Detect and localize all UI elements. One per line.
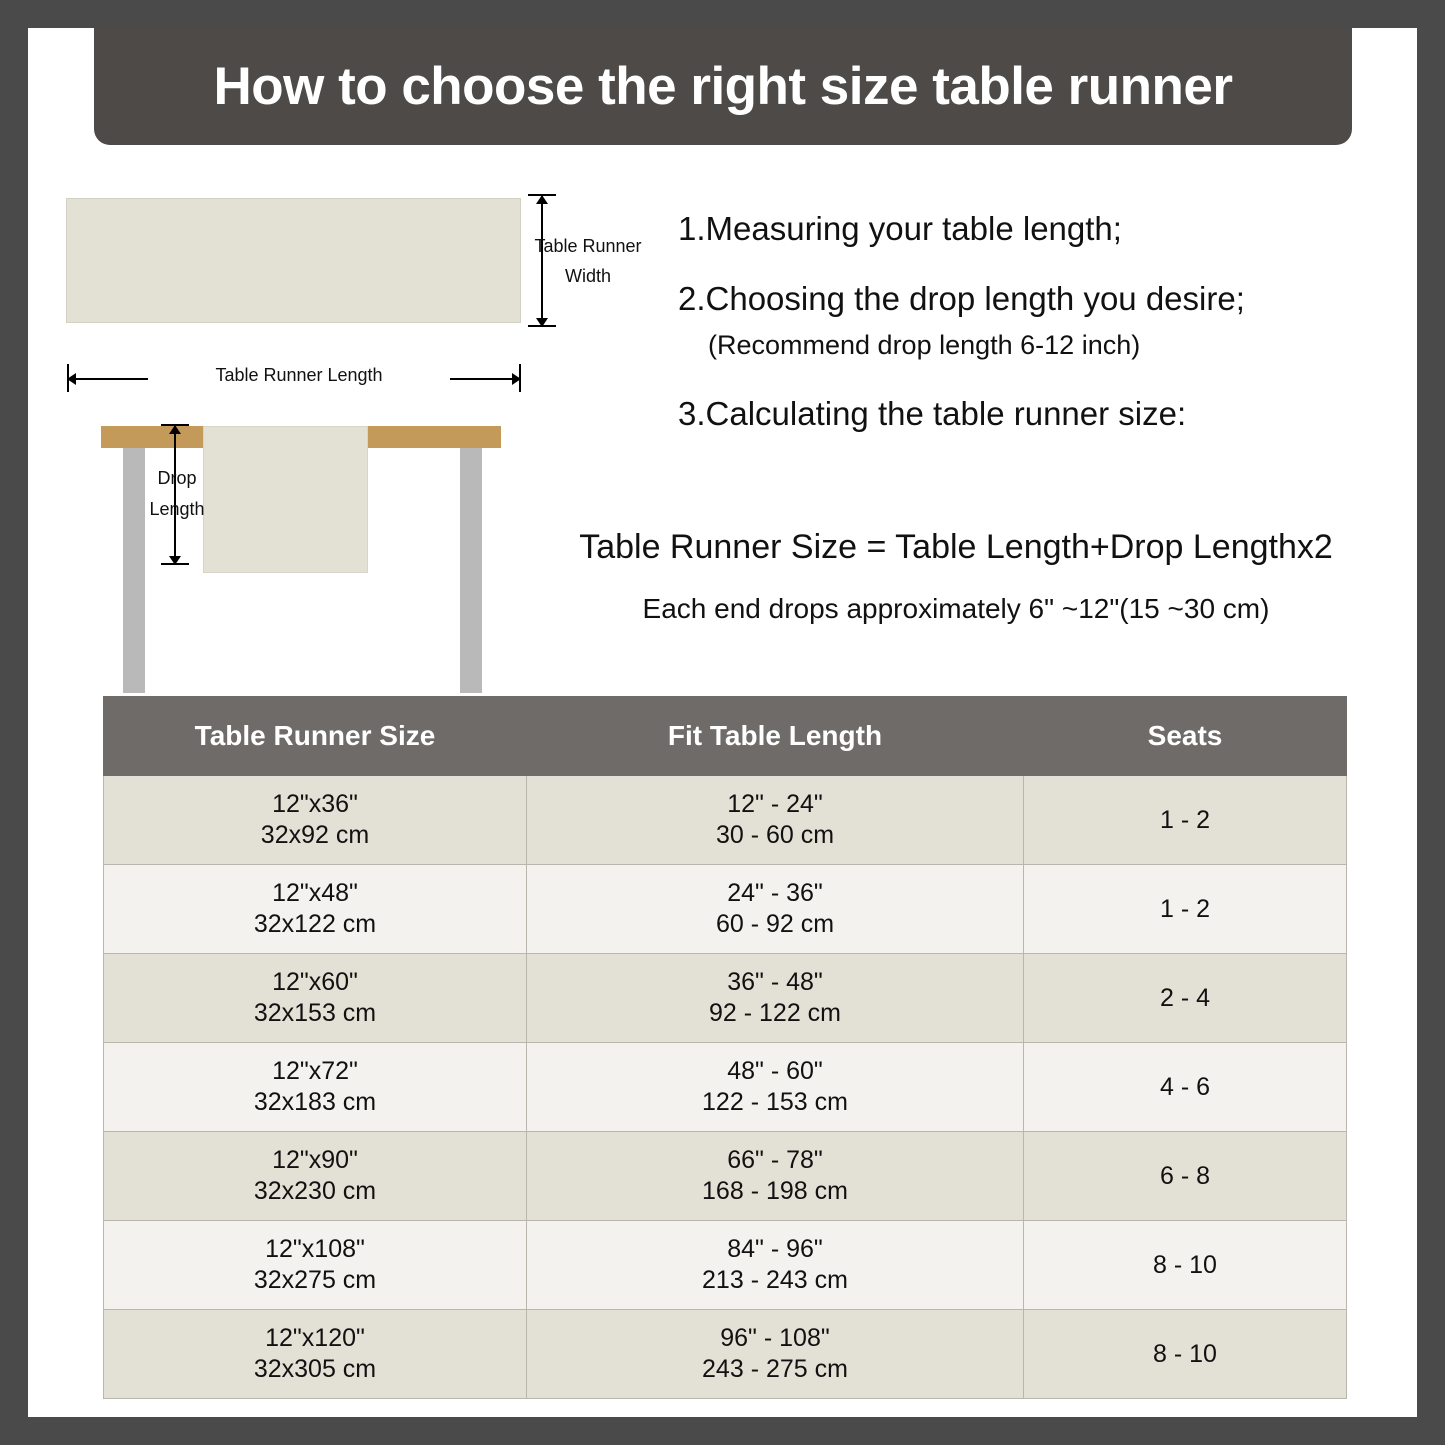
cell-fit-length: [527, 954, 1024, 1043]
drop-length-label-line1: Drop: [157, 468, 197, 488]
cell-size-inches: 12"x108": [265, 1235, 365, 1263]
step-2-text: 2.Choosing the drop length you desire;: [678, 280, 1245, 317]
drop-length-label: [131, 463, 223, 525]
cell-fit-inches: 24" - 36": [727, 879, 823, 907]
runner-length-label: Table Runner Length: [148, 365, 450, 386]
cell-runner-size: [104, 1132, 527, 1221]
cell-fit-cm: 122 - 153 cm: [702, 1088, 848, 1116]
cell-seats: 1 - 2: [1024, 865, 1347, 954]
header-fit-length: Fit Table Length: [527, 697, 1024, 776]
cell-seats: 8 - 10: [1024, 1221, 1347, 1310]
cell-fit-inches: 12" - 24": [727, 790, 823, 818]
table-row: [104, 776, 1347, 865]
table-row: [104, 865, 1347, 954]
cell-seats: 2 - 4: [1024, 954, 1347, 1043]
cell-seats: 8 - 10: [1024, 1310, 1347, 1399]
table-leg-right: [460, 448, 482, 693]
cell-size-inches: 12"x36": [272, 790, 358, 818]
header-seats: Seats: [1024, 697, 1347, 776]
cell-runner-size: [104, 954, 527, 1043]
cell-fit-cm: 30 - 60 cm: [715, 821, 835, 849]
cell-fit-length: [527, 776, 1024, 865]
page-title: How to choose the right size table runner: [213, 57, 1233, 116]
cell-size-cm: 32x153 cm: [253, 999, 377, 1027]
drop-length-label-line2: Length: [149, 499, 205, 519]
runner-width-label-line1: Table Runner: [534, 236, 642, 256]
steps-list: [668, 198, 1408, 445]
cell-size-cm: 32x275 cm: [253, 1266, 377, 1294]
cell-fit-cm: 213 - 243 cm: [702, 1266, 848, 1294]
cell-fit-cm: 168 - 198 cm: [702, 1177, 848, 1205]
table-header-row: [104, 697, 1347, 776]
table-row: [104, 1310, 1347, 1399]
formula-text: Table Runner Size = Table Length+Drop Lengthx2: [579, 528, 1333, 566]
cell-size-cm: 32x183 cm: [253, 1088, 377, 1116]
header-runner-size: Table Runner Size: [104, 697, 527, 776]
cell-seats: 1 - 2: [1024, 776, 1347, 865]
runner-width-label: [513, 231, 663, 291]
runner-drape-shape: [203, 426, 368, 573]
infographic-page: [28, 28, 1417, 1417]
cell-seats: 6 - 8: [1024, 1132, 1347, 1221]
cell-seats: 4 - 6: [1024, 1043, 1347, 1132]
cell-size-inches: 12"x60": [272, 968, 358, 996]
cell-fit-cm: 243 - 275 cm: [702, 1355, 848, 1383]
step-1-text: 1.Measuring your table length;: [678, 210, 1122, 247]
cell-fit-inches: 96" - 108": [720, 1324, 830, 1352]
table-row: [104, 954, 1347, 1043]
title-bar: [94, 28, 1352, 145]
cell-size-cm: 32x305 cm: [253, 1355, 377, 1383]
cell-fit-cm: 92 - 122 cm: [708, 999, 841, 1027]
cell-fit-inches: 36" - 48": [727, 968, 823, 996]
step-3-text: 3.Calculating the table runner size:: [678, 395, 1187, 432]
table-row: [104, 1221, 1347, 1310]
cell-size-inches: 12"x90": [272, 1146, 358, 1174]
cell-size-inches: 12"x48": [272, 879, 358, 907]
cell-runner-size: [104, 776, 527, 865]
table-row: [104, 1043, 1347, 1132]
cell-size-cm: 32x122 cm: [253, 910, 377, 938]
runner-flat-shape: [66, 198, 521, 323]
cell-fit-inches: 66" - 78": [727, 1146, 823, 1174]
cell-fit-length: [527, 1310, 1024, 1399]
cell-size-cm: 32x230 cm: [253, 1177, 377, 1205]
cell-fit-cm: 60 - 92 cm: [715, 910, 835, 938]
cell-fit-length: [527, 1043, 1024, 1132]
cell-size-inches: 12"x72": [272, 1057, 358, 1085]
size-table: [103, 696, 1347, 1399]
runner-width-label-line2: Width: [564, 266, 611, 286]
cell-fit-length: [527, 1132, 1024, 1221]
cell-size-inches: 12"x120": [265, 1324, 365, 1352]
cell-fit-inches: 48" - 60": [727, 1057, 823, 1085]
step-2-note: (Recommend drop length 6-12 inch): [708, 330, 1141, 360]
cell-runner-size: [104, 1310, 527, 1399]
cell-runner-size: [104, 1221, 527, 1310]
cell-size-cm: 32x92 cm: [260, 821, 370, 849]
cell-runner-size: [104, 865, 527, 954]
cell-fit-length: [527, 865, 1024, 954]
cell-fit-length: [527, 1221, 1024, 1310]
table-row: [104, 1132, 1347, 1221]
cell-runner-size: [104, 1043, 527, 1132]
formula-note-text: Each end drops approximately 6" ~12"(15 ~30 cm): [642, 593, 1270, 624]
cell-fit-inches: 84" - 96": [727, 1235, 823, 1263]
